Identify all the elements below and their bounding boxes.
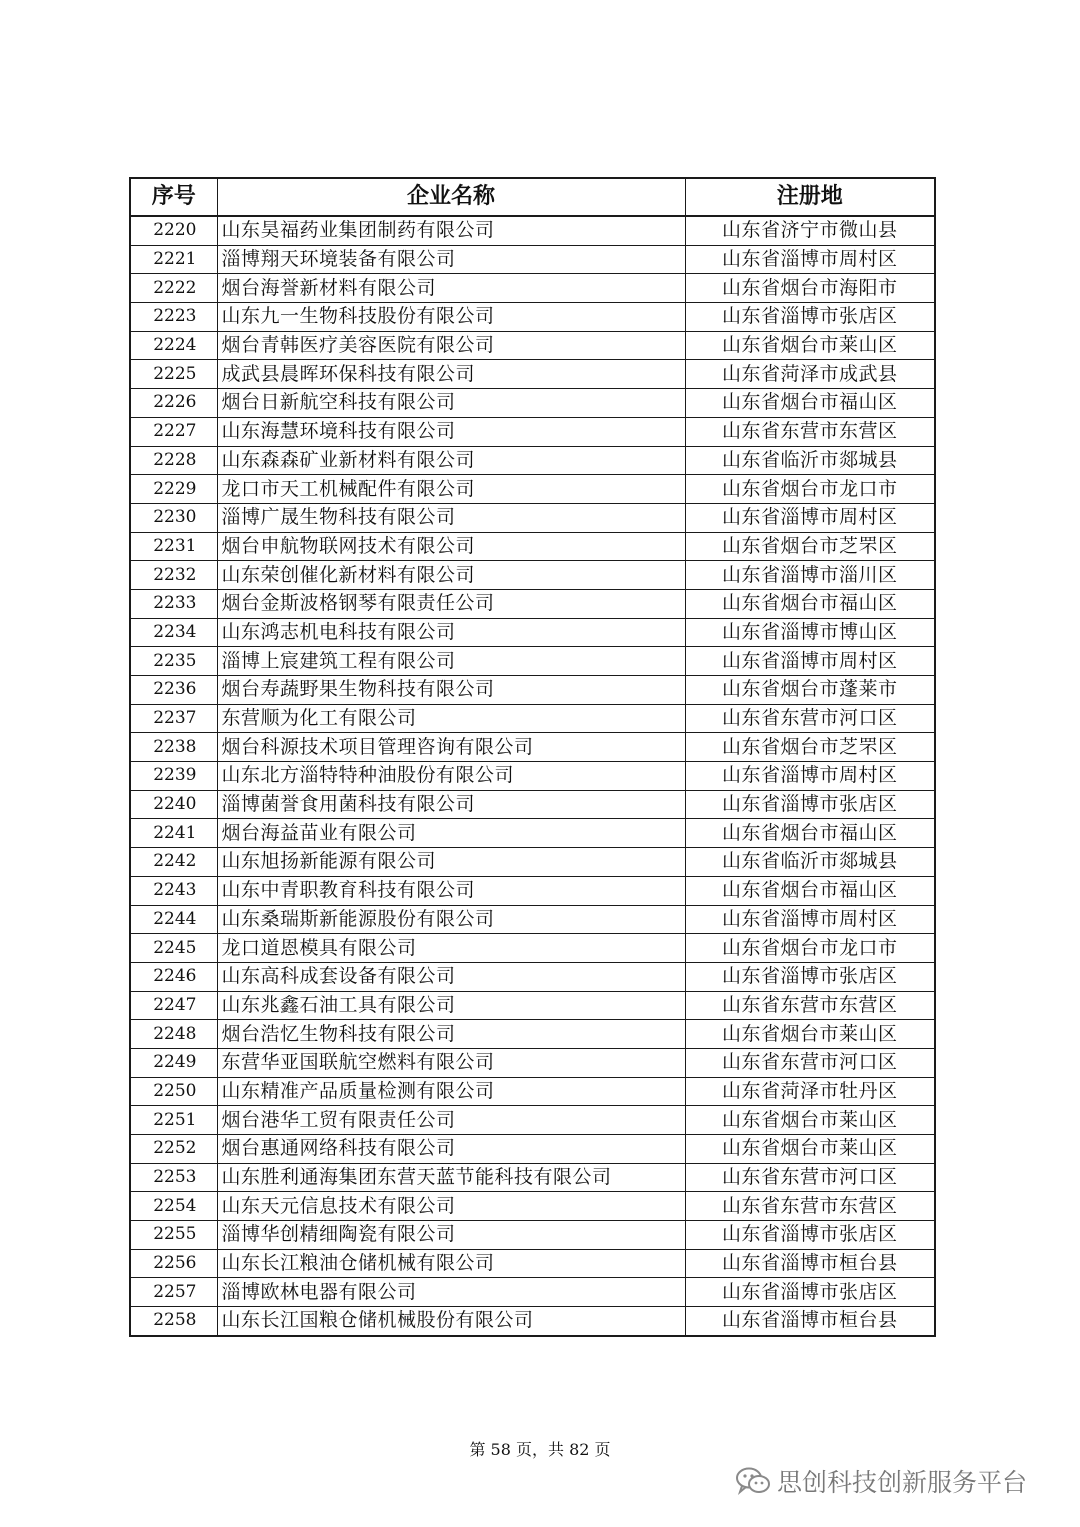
table-row bbox=[130, 1020, 935, 1049]
enterprise-table-container bbox=[129, 177, 934, 1337]
company-name-cell: 山东海慧环境科技有限公司 bbox=[217, 417, 685, 446]
serial-cell: 2225 bbox=[130, 360, 217, 389]
table-row bbox=[130, 532, 935, 561]
header-company-name: 企业名称 bbox=[217, 178, 685, 216]
company-name-cell: 山东天元信息技术有限公司 bbox=[217, 1192, 685, 1221]
company-name-cell: 成武县晨晖环保科技有限公司 bbox=[217, 360, 685, 389]
serial-cell: 2223 bbox=[130, 303, 217, 332]
registered-place-cell: 山东省淄博市周村区 bbox=[685, 905, 935, 934]
table-body bbox=[130, 216, 935, 1336]
serial-cell: 2224 bbox=[130, 331, 217, 360]
company-name-cell: 山东鸿志机电科技有限公司 bbox=[217, 618, 685, 647]
table-row bbox=[130, 1106, 935, 1135]
page-number: 第 58 页，共 82 页 bbox=[469, 1440, 611, 1459]
header-registered-place: 注册地 bbox=[685, 178, 935, 216]
table-row bbox=[130, 216, 935, 245]
table-header-row bbox=[130, 178, 935, 216]
table-row bbox=[130, 303, 935, 332]
table-row bbox=[130, 934, 935, 963]
registered-place-cell: 山东省菏泽市牡丹区 bbox=[685, 1077, 935, 1106]
registered-place-cell: 山东省临沂市郯城县 bbox=[685, 446, 935, 475]
company-name-cell: 淄博欧林电器有限公司 bbox=[217, 1278, 685, 1307]
registered-place-cell: 山东省临沂市郯城县 bbox=[685, 848, 935, 877]
serial-cell: 2258 bbox=[130, 1307, 217, 1336]
registered-place-cell: 山东省烟台市莱山区 bbox=[685, 1106, 935, 1135]
serial-cell: 2257 bbox=[130, 1278, 217, 1307]
registered-place-cell: 山东省济宁市微山县 bbox=[685, 216, 935, 245]
table-row bbox=[130, 245, 935, 274]
company-name-cell: 山东长江粮油仓储机械有限公司 bbox=[217, 1249, 685, 1278]
serial-cell: 2226 bbox=[130, 389, 217, 418]
serial-cell: 2251 bbox=[130, 1106, 217, 1135]
table-row bbox=[130, 1221, 935, 1250]
company-name-cell: 淄博翔天环境装备有限公司 bbox=[217, 245, 685, 274]
registered-place-cell: 山东省淄博市桓台县 bbox=[685, 1307, 935, 1336]
company-name-cell: 烟台青韩医疗美容医院有限公司 bbox=[217, 331, 685, 360]
registered-place-cell: 山东省东营市东营区 bbox=[685, 417, 935, 446]
serial-cell: 2230 bbox=[130, 503, 217, 532]
company-name-cell: 淄博上宸建筑工程有限公司 bbox=[217, 647, 685, 676]
table-row bbox=[130, 1278, 935, 1307]
serial-cell: 2229 bbox=[130, 475, 217, 504]
registered-place-cell: 山东省烟台市福山区 bbox=[685, 876, 935, 905]
serial-cell: 2241 bbox=[130, 819, 217, 848]
serial-cell: 2236 bbox=[130, 676, 217, 705]
serial-cell: 2243 bbox=[130, 876, 217, 905]
registered-place-cell: 山东省烟台市莱山区 bbox=[685, 1135, 935, 1164]
company-name-cell: 山东九一生物科技股份有限公司 bbox=[217, 303, 685, 332]
company-name-cell: 烟台港华工贸有限责任公司 bbox=[217, 1106, 685, 1135]
registered-place-cell: 山东省淄博市张店区 bbox=[685, 1221, 935, 1250]
table-row bbox=[130, 848, 935, 877]
serial-cell: 2238 bbox=[130, 733, 217, 762]
table-row bbox=[130, 561, 935, 590]
serial-cell: 2249 bbox=[130, 1048, 217, 1077]
serial-cell: 2242 bbox=[130, 848, 217, 877]
table-row bbox=[130, 819, 935, 848]
enterprise-table bbox=[129, 177, 936, 1337]
table-row bbox=[130, 618, 935, 647]
company-name-cell: 山东旭扬新能源有限公司 bbox=[217, 848, 685, 877]
registered-place-cell: 山东省淄博市淄川区 bbox=[685, 561, 935, 590]
table-row bbox=[130, 1192, 935, 1221]
registered-place-cell: 山东省烟台市福山区 bbox=[685, 589, 935, 618]
table-row bbox=[130, 1135, 935, 1164]
company-name-cell: 山东中青职教育科技有限公司 bbox=[217, 876, 685, 905]
company-name-cell: 烟台寿蔬野果生物科技有限公司 bbox=[217, 676, 685, 705]
table-row bbox=[130, 676, 935, 705]
table-row bbox=[130, 274, 935, 303]
table-row bbox=[130, 503, 935, 532]
company-name-cell: 烟台海誉新材料有限公司 bbox=[217, 274, 685, 303]
table-row bbox=[130, 704, 935, 733]
registered-place-cell: 山东省淄博市博山区 bbox=[685, 618, 935, 647]
serial-cell: 2222 bbox=[130, 274, 217, 303]
serial-cell: 2234 bbox=[130, 618, 217, 647]
table-row bbox=[130, 876, 935, 905]
table-row bbox=[130, 1077, 935, 1106]
registered-place-cell: 山东省烟台市芝罘区 bbox=[685, 532, 935, 561]
registered-place-cell: 山东省东营市东营区 bbox=[685, 1192, 935, 1221]
registered-place-cell: 山东省烟台市海阳市 bbox=[685, 274, 935, 303]
registered-place-cell: 山东省烟台市莱山区 bbox=[685, 1020, 935, 1049]
registered-place-cell: 山东省淄博市周村区 bbox=[685, 647, 935, 676]
company-name-cell: 山东高科成套设备有限公司 bbox=[217, 962, 685, 991]
table-row bbox=[130, 1307, 935, 1336]
serial-cell: 2228 bbox=[130, 446, 217, 475]
serial-cell: 2250 bbox=[130, 1077, 217, 1106]
company-name-cell: 东营华亚国联航空燃料有限公司 bbox=[217, 1048, 685, 1077]
table-row bbox=[130, 1048, 935, 1077]
registered-place-cell: 山东省东营市东营区 bbox=[685, 991, 935, 1020]
registered-place-cell: 山东省烟台市莱山区 bbox=[685, 331, 935, 360]
registered-place-cell: 山东省淄博市张店区 bbox=[685, 790, 935, 819]
registered-place-cell: 山东省烟台市福山区 bbox=[685, 389, 935, 418]
company-name-cell: 山东精准产品质量检测有限公司 bbox=[217, 1077, 685, 1106]
registered-place-cell: 山东省淄博市张店区 bbox=[685, 303, 935, 332]
serial-cell: 2233 bbox=[130, 589, 217, 618]
company-name-cell: 山东昊福药业集团制药有限公司 bbox=[217, 216, 685, 245]
wechat-icon bbox=[735, 1466, 771, 1496]
serial-cell: 2245 bbox=[130, 934, 217, 963]
registered-place-cell: 山东省菏泽市成武县 bbox=[685, 360, 935, 389]
serial-cell: 2235 bbox=[130, 647, 217, 676]
company-name-cell: 龙口道恩模具有限公司 bbox=[217, 934, 685, 963]
serial-cell: 2240 bbox=[130, 790, 217, 819]
company-name-cell: 淄博广晟生物科技有限公司 bbox=[217, 503, 685, 532]
company-name-cell: 山东兆鑫石油工具有限公司 bbox=[217, 991, 685, 1020]
serial-cell: 2231 bbox=[130, 532, 217, 561]
company-name-cell: 烟台科源技术项目管理咨询有限公司 bbox=[217, 733, 685, 762]
company-name-cell: 烟台海益苗业有限公司 bbox=[217, 819, 685, 848]
company-name-cell: 烟台申航物联网技术有限公司 bbox=[217, 532, 685, 561]
registered-place-cell: 山东省烟台市蓬莱市 bbox=[685, 676, 935, 705]
serial-cell: 2220 bbox=[130, 216, 217, 245]
registered-place-cell: 山东省淄博市张店区 bbox=[685, 1278, 935, 1307]
watermark bbox=[735, 1463, 1027, 1499]
company-name-cell: 山东北方淄特特种油股份有限公司 bbox=[217, 762, 685, 791]
table-row bbox=[130, 589, 935, 618]
table-row bbox=[130, 389, 935, 418]
company-name-cell: 烟台惠通网络科技有限公司 bbox=[217, 1135, 685, 1164]
table-row bbox=[130, 360, 935, 389]
table-row bbox=[130, 647, 935, 676]
table-row bbox=[130, 475, 935, 504]
header-serial: 序号 bbox=[130, 178, 217, 216]
table-row bbox=[130, 991, 935, 1020]
table-row bbox=[130, 733, 935, 762]
serial-cell: 2254 bbox=[130, 1192, 217, 1221]
registered-place-cell: 山东省东营市河口区 bbox=[685, 704, 935, 733]
table-row bbox=[130, 962, 935, 991]
serial-cell: 2246 bbox=[130, 962, 217, 991]
registered-place-cell: 山东省淄博市张店区 bbox=[685, 962, 935, 991]
company-name-cell: 烟台金斯波格钢琴有限责任公司 bbox=[217, 589, 685, 618]
serial-cell: 2244 bbox=[130, 905, 217, 934]
company-name-cell: 烟台日新航空科技有限公司 bbox=[217, 389, 685, 418]
company-name-cell: 山东胜利通海集团东营天蓝节能科技有限公司 bbox=[217, 1163, 685, 1192]
serial-cell: 2253 bbox=[130, 1163, 217, 1192]
registered-place-cell: 山东省烟台市芝罘区 bbox=[685, 733, 935, 762]
table-row bbox=[130, 1163, 935, 1192]
serial-cell: 2237 bbox=[130, 704, 217, 733]
serial-cell: 2252 bbox=[130, 1135, 217, 1164]
serial-cell: 2256 bbox=[130, 1249, 217, 1278]
registered-place-cell: 山东省淄博市桓台县 bbox=[685, 1249, 935, 1278]
serial-cell: 2248 bbox=[130, 1020, 217, 1049]
serial-cell: 2247 bbox=[130, 991, 217, 1020]
company-name-cell: 山东长江国粮仓储机械股份有限公司 bbox=[217, 1307, 685, 1336]
serial-cell: 2255 bbox=[130, 1221, 217, 1250]
table-row bbox=[130, 417, 935, 446]
company-name-cell: 淄博华创精细陶瓷有限公司 bbox=[217, 1221, 685, 1250]
table-row bbox=[130, 1249, 935, 1278]
company-name-cell: 东营顺为化工有限公司 bbox=[217, 704, 685, 733]
registered-place-cell: 山东省淄博市周村区 bbox=[685, 503, 935, 532]
company-name-cell: 山东森森矿业新材料有限公司 bbox=[217, 446, 685, 475]
table-row bbox=[130, 331, 935, 360]
registered-place-cell: 山东省东营市河口区 bbox=[685, 1163, 935, 1192]
serial-cell: 2227 bbox=[130, 417, 217, 446]
registered-place-cell: 山东省东营市河口区 bbox=[685, 1048, 935, 1077]
registered-place-cell: 山东省淄博市周村区 bbox=[685, 245, 935, 274]
serial-cell: 2221 bbox=[130, 245, 217, 274]
table-row bbox=[130, 905, 935, 934]
company-name-cell: 烟台浩忆生物科技有限公司 bbox=[217, 1020, 685, 1049]
table-row bbox=[130, 762, 935, 791]
table-row bbox=[130, 446, 935, 475]
serial-cell: 2232 bbox=[130, 561, 217, 590]
registered-place-cell: 山东省烟台市龙口市 bbox=[685, 475, 935, 504]
company-name-cell: 龙口市天工机械配件有限公司 bbox=[217, 475, 685, 504]
table-row bbox=[130, 790, 935, 819]
company-name-cell: 山东桑瑞斯新能源股份有限公司 bbox=[217, 905, 685, 934]
registered-place-cell: 山东省烟台市龙口市 bbox=[685, 934, 935, 963]
serial-cell: 2239 bbox=[130, 762, 217, 791]
registered-place-cell: 山东省烟台市福山区 bbox=[685, 819, 935, 848]
company-name-cell: 山东荣创催化新材料有限公司 bbox=[217, 561, 685, 590]
watermark-text: 思创科技创新服务平台 bbox=[777, 1468, 1028, 1497]
registered-place-cell: 山东省淄博市周村区 bbox=[685, 762, 935, 791]
company-name-cell: 淄博菌誉食用菌科技有限公司 bbox=[217, 790, 685, 819]
